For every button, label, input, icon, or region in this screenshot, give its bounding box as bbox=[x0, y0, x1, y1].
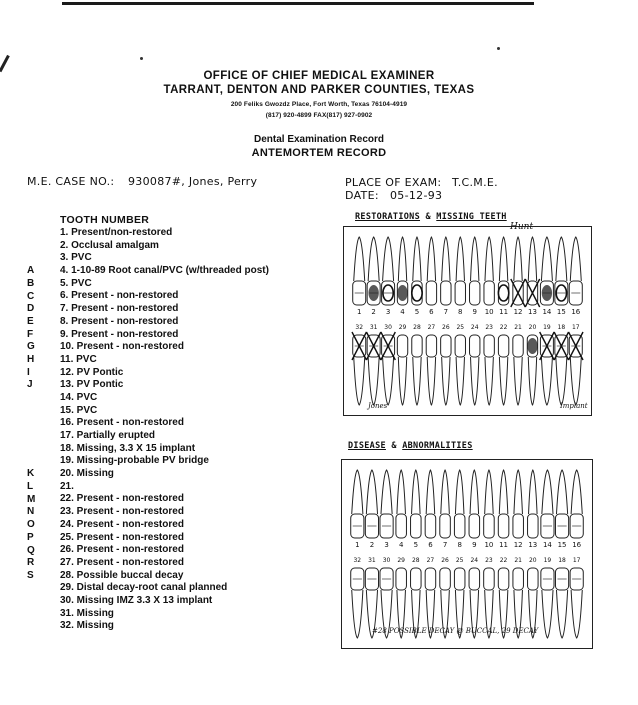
upper-tooth-crown bbox=[528, 514, 539, 538]
disease-chart bbox=[341, 459, 593, 649]
upper-tooth-root bbox=[397, 470, 406, 514]
restoration-mark bbox=[542, 285, 552, 301]
lower-tooth-number: 19 bbox=[543, 324, 551, 331]
upper-tooth-root bbox=[441, 470, 450, 514]
tooth-letter: I bbox=[27, 366, 30, 378]
tooth-entry: 7. Present - non-restored bbox=[60, 303, 179, 315]
restoration-outline bbox=[498, 285, 508, 301]
upper-tooth-root bbox=[366, 470, 377, 514]
lower-tooth-root bbox=[354, 357, 365, 405]
upper-tooth-root bbox=[413, 237, 421, 281]
chart1-ampersand: & bbox=[425, 212, 431, 222]
tooth-letter: O bbox=[27, 519, 35, 531]
upper-tooth-root bbox=[426, 470, 435, 514]
tooth-entry: 16. Present - non-restored bbox=[60, 417, 184, 429]
lower-tooth-crown bbox=[412, 335, 422, 357]
upper-tooth-number: 2 bbox=[369, 541, 375, 549]
lower-tooth-number: 20 bbox=[528, 557, 537, 564]
upper-tooth-root bbox=[514, 470, 523, 514]
tooth-entry: 25. Present - non-restored bbox=[60, 531, 184, 543]
lower-tooth-crown bbox=[498, 335, 508, 357]
chart2-title bbox=[348, 441, 473, 451]
upper-tooth-crown bbox=[484, 281, 494, 305]
missing-x-mark bbox=[569, 332, 583, 360]
tooth-entry: 30. Missing IMZ 3.3 X 13 implant bbox=[60, 594, 213, 606]
tooth-letter: P bbox=[27, 531, 34, 543]
chart1-title-a: RESTORATIONS bbox=[355, 212, 421, 222]
chart1-annotation-top: Hunt bbox=[510, 222, 534, 232]
tooth-entry: 2. Occlusal amalgam bbox=[60, 239, 159, 251]
office-title: OFFICE OF CHIEF MEDICAL EXAMINER bbox=[203, 70, 435, 82]
tooth-entry: 8. Present - non-restored bbox=[60, 315, 179, 327]
chart2-title-b: ABNORMALITIES bbox=[402, 441, 473, 451]
upper-tooth-number: 11 bbox=[499, 541, 509, 549]
chart2-note: #28 POSSIBLE DECAY @ BUCCAL, 29 DECAY bbox=[372, 627, 539, 635]
lower-tooth-root bbox=[499, 357, 507, 405]
upper-tooth-root bbox=[427, 237, 435, 281]
tooth-entry: 29. Distal decay-root canal planned bbox=[60, 582, 228, 594]
upper-tooth-number: 5 bbox=[413, 541, 419, 549]
lower-tooth-number: 28 bbox=[411, 557, 420, 564]
upper-tooth-root bbox=[398, 237, 406, 281]
tooth-entry: 4. 1-10-89 Root canal/PVC (w/threaded post) bbox=[60, 265, 269, 277]
upper-tooth-number: 8 bbox=[458, 308, 463, 316]
lower-tooth-number: 24 bbox=[470, 557, 479, 564]
upper-tooth-root bbox=[470, 470, 479, 514]
lower-tooth-crown bbox=[513, 335, 523, 357]
upper-tooth-crown bbox=[440, 514, 451, 538]
tooth-letter: B bbox=[27, 277, 35, 289]
tooth-entry: 23. Present - non-restored bbox=[60, 506, 184, 518]
lower-tooth-number: 20 bbox=[528, 324, 537, 331]
upper-tooth-number: 4 bbox=[398, 541, 404, 549]
tooth-entry: 28. Possible buccal decay bbox=[60, 569, 184, 581]
missing-x-mark bbox=[366, 332, 380, 360]
lower-tooth-number: 31 bbox=[368, 557, 376, 564]
lower-tooth-root bbox=[456, 357, 464, 405]
tooth-letter: G bbox=[27, 341, 35, 353]
upper-tooth-crown bbox=[484, 514, 495, 538]
tooth-letter: J bbox=[27, 379, 33, 391]
upper-tooth-crown bbox=[425, 514, 436, 538]
tooth-letter: C bbox=[27, 290, 35, 302]
lower-tooth-number: 23 bbox=[485, 557, 493, 564]
upper-tooth-root bbox=[368, 237, 379, 281]
tooth-letter: K bbox=[27, 468, 35, 480]
upper-tooth-crown bbox=[454, 514, 465, 538]
lower-tooth-number: 18 bbox=[558, 557, 566, 564]
restorations-chart bbox=[343, 226, 592, 416]
upper-tooth-root bbox=[455, 470, 464, 514]
speck bbox=[140, 57, 143, 60]
tooth-entry: 22. Present - non-restored bbox=[60, 493, 184, 505]
upper-tooth-crown bbox=[498, 514, 509, 538]
lower-tooth-root bbox=[570, 357, 581, 405]
tooth-entry: 21. bbox=[60, 480, 74, 492]
lower-tooth-root bbox=[556, 357, 567, 405]
upper-tooth-crown bbox=[513, 514, 524, 538]
chart2-ampersand: & bbox=[391, 441, 397, 451]
lower-tooth-crown bbox=[396, 568, 407, 590]
upper-tooth-number: 3 bbox=[384, 541, 389, 549]
upper-tooth-number: 12 bbox=[513, 308, 523, 316]
upper-tooth-root bbox=[456, 237, 464, 281]
date-value: 05-12-93 bbox=[390, 189, 443, 202]
tooth-letter: E bbox=[27, 315, 34, 327]
lower-tooth-crown bbox=[455, 335, 465, 357]
tooth-letter: R bbox=[27, 557, 35, 569]
tooth-entry: 15. PVC bbox=[60, 404, 98, 416]
tooth-entry: 31. Missing bbox=[60, 607, 114, 619]
lower-tooth-crown bbox=[411, 568, 422, 590]
tooth-letter: Q bbox=[27, 544, 35, 556]
tooth-list bbox=[60, 227, 269, 633]
upper-tooth-root bbox=[556, 470, 567, 514]
lower-tooth-crown bbox=[528, 568, 539, 590]
lower-tooth-number: 30 bbox=[384, 324, 392, 331]
address: 200 Feliks Gwozdz Place, Fort Worth, Texas 76104-4919 bbox=[230, 101, 408, 108]
restoration-mark bbox=[527, 338, 537, 354]
lower-tooth-root bbox=[541, 357, 552, 405]
lower-tooth-number: 29 bbox=[397, 557, 406, 564]
tooth-letter: H bbox=[27, 354, 35, 365]
tooth-entry: 26. Present - non-restored bbox=[60, 544, 184, 556]
upper-tooth-number: 1 bbox=[355, 541, 360, 549]
tooth-letter: A bbox=[27, 265, 35, 277]
lower-tooth-root bbox=[514, 357, 522, 405]
upper-tooth-root bbox=[412, 470, 421, 514]
upper-tooth-root bbox=[570, 237, 581, 281]
tooth-entry: 1. Present/non-restored bbox=[60, 227, 173, 238]
lower-tooth-crown bbox=[440, 568, 451, 590]
lower-tooth-number: 17 bbox=[572, 557, 581, 564]
upper-tooth-number: 9 bbox=[472, 308, 477, 316]
lower-tooth-number: 22 bbox=[499, 324, 508, 331]
missing-x-mark bbox=[554, 332, 568, 360]
upper-tooth-root bbox=[471, 237, 479, 281]
chart1-annotation-left: Jones bbox=[368, 402, 388, 410]
upper-tooth-root bbox=[352, 470, 363, 514]
tooth-entry: 9. Present - non-restored bbox=[60, 328, 179, 340]
tooth-entry: 18. Missing, 3.3 X 15 implant bbox=[60, 442, 196, 454]
upper-tooth-number: 16 bbox=[571, 308, 581, 316]
upper-tooth-root bbox=[381, 470, 392, 514]
chart1-title bbox=[355, 212, 507, 222]
lower-tooth-crown bbox=[484, 335, 494, 357]
lower-tooth-number: 25 bbox=[455, 557, 464, 564]
lower-tooth-root bbox=[352, 590, 363, 638]
upper-tooth-root bbox=[499, 470, 508, 514]
upper-tooth-number: 5 bbox=[414, 308, 420, 316]
upper-tooth-number: 16 bbox=[572, 541, 582, 549]
phone-fax: (817) 920-4899 FAX(817) 927-0902 bbox=[265, 112, 373, 119]
case-value: 930087#, Jones, Perry bbox=[128, 175, 258, 188]
lower-tooth-number: 28 bbox=[413, 324, 421, 331]
lower-tooth-crown bbox=[513, 568, 524, 590]
upper-tooth-root bbox=[514, 237, 522, 281]
lower-tooth-root bbox=[471, 357, 479, 405]
tooth-letter: N bbox=[27, 506, 35, 518]
lower-tooth-crown bbox=[425, 568, 436, 590]
lower-tooth-number: 26 bbox=[442, 324, 450, 331]
tooth-entry: 11. PVC bbox=[60, 353, 97, 365]
upper-tooth-root bbox=[541, 237, 552, 281]
upper-tooth-root bbox=[442, 237, 450, 281]
upper-tooth-number: 13 bbox=[528, 308, 537, 316]
lower-tooth-number: 29 bbox=[398, 324, 407, 331]
restoration-mark bbox=[397, 285, 407, 301]
upper-tooth-number: 7 bbox=[443, 308, 449, 316]
tooth-entry: 6. Present - non-restored bbox=[60, 290, 179, 302]
record-type: Dental Examination Record bbox=[253, 134, 385, 145]
missing-x-mark bbox=[381, 332, 395, 360]
lower-tooth-root bbox=[413, 357, 421, 405]
lower-tooth-crown bbox=[469, 568, 480, 590]
upper-tooth-number: 10 bbox=[484, 308, 494, 316]
upper-tooth-number: 2 bbox=[371, 308, 376, 316]
lower-tooth-number: 32 bbox=[355, 324, 364, 331]
tooth-number-header: TOOTH NUMBER bbox=[60, 214, 150, 226]
tooth-entry: 32. Missing bbox=[60, 620, 114, 632]
tooth-entry: 14. PVC bbox=[60, 391, 98, 403]
tooth-entry: 3. PVC bbox=[60, 252, 92, 264]
upper-tooth-root bbox=[485, 237, 493, 281]
upper-tooth-crown bbox=[426, 281, 436, 305]
lower-tooth-number: 27 bbox=[426, 557, 435, 564]
restoration-outline bbox=[412, 285, 422, 301]
tooth-entry: 24. Present - non-restored bbox=[60, 518, 184, 530]
upper-tooth-number: 15 bbox=[556, 308, 566, 316]
tooth-entry: 19. Missing-probable PV bridge bbox=[60, 455, 209, 467]
upper-tooth-number: 8 bbox=[457, 541, 462, 549]
lower-tooth-number: 18 bbox=[557, 324, 566, 331]
lower-tooth-crown bbox=[441, 335, 451, 357]
lower-tooth-root bbox=[398, 357, 406, 405]
upper-tooth-number: 14 bbox=[542, 308, 552, 316]
tooth-entry: 12. PV Pontic bbox=[60, 366, 124, 378]
lower-tooth-number: 17 bbox=[571, 324, 580, 331]
upper-tooth-root bbox=[499, 237, 507, 281]
upper-tooth-number: 10 bbox=[484, 541, 494, 549]
upper-tooth-number: 9 bbox=[472, 541, 477, 549]
upper-tooth-root bbox=[529, 470, 538, 514]
lower-tooth-crown bbox=[498, 568, 509, 590]
chart1-title-b: MISSING TEETH bbox=[436, 212, 507, 222]
upper-tooth-number: 4 bbox=[400, 308, 405, 316]
missing-x-mark bbox=[352, 332, 366, 360]
lower-tooth-number: 32 bbox=[353, 557, 362, 564]
upper-tooth-root bbox=[354, 237, 365, 281]
upper-tooth-number: 14 bbox=[542, 541, 552, 549]
lower-tooth-crown bbox=[484, 568, 495, 590]
upper-tooth-root bbox=[485, 470, 494, 514]
lower-tooth-number: 30 bbox=[382, 557, 391, 564]
lower-tooth-root bbox=[427, 357, 435, 405]
upper-tooth-crown bbox=[470, 281, 480, 305]
tooth-entry: 17. Partially erupted bbox=[60, 430, 156, 441]
case-label: M.E. CASE NO.: bbox=[27, 175, 115, 188]
tooth-entry: 27. Present - non-restored bbox=[60, 556, 184, 568]
counties-title: TARRANT, DENTON AND PARKER COUNTIES, TEXAS bbox=[163, 84, 475, 96]
tooth-letter: F bbox=[27, 328, 34, 340]
upper-tooth-crown bbox=[455, 281, 465, 305]
upper-tooth-number: 3 bbox=[385, 308, 391, 316]
disease-teeth-diagram bbox=[342, 460, 592, 648]
lower-tooth-number: 19 bbox=[543, 557, 552, 564]
lower-tooth-root bbox=[442, 357, 450, 405]
upper-tooth-root bbox=[542, 470, 553, 514]
restorations-teeth-diagram bbox=[344, 227, 591, 415]
lower-tooth-root bbox=[542, 590, 553, 638]
upper-tooth-crown bbox=[411, 514, 422, 538]
lower-tooth-number: 27 bbox=[427, 324, 436, 331]
lower-tooth-crown bbox=[454, 568, 465, 590]
tooth-entry: 13. PV Pontic bbox=[60, 379, 124, 391]
lower-tooth-number: 22 bbox=[499, 557, 508, 564]
chart1-annotation-right: Implant bbox=[560, 402, 588, 410]
upper-tooth-number: 11 bbox=[499, 308, 509, 316]
upper-tooth-root bbox=[383, 237, 394, 281]
upper-tooth-number: 13 bbox=[528, 541, 538, 549]
upper-tooth-root bbox=[571, 470, 582, 514]
date-label: DATE: bbox=[345, 189, 379, 202]
restoration-mark bbox=[368, 285, 378, 301]
upper-tooth-number: 1 bbox=[356, 308, 362, 316]
tooth-letter: L bbox=[27, 481, 34, 492]
lower-tooth-number: 24 bbox=[470, 324, 479, 331]
tooth-letter: M bbox=[27, 493, 36, 505]
upper-tooth-number: 6 bbox=[428, 541, 433, 549]
lower-tooth-number: 23 bbox=[485, 324, 493, 331]
lower-tooth-root bbox=[528, 357, 536, 405]
lower-tooth-root bbox=[383, 357, 394, 405]
chart2-title-a: DISEASE bbox=[348, 441, 386, 451]
tooth-entry: 20. Missing bbox=[60, 468, 114, 480]
lower-tooth-number: 25 bbox=[456, 324, 465, 331]
lower-tooth-root bbox=[368, 357, 379, 405]
place-label: PLACE OF EXAM: bbox=[345, 176, 442, 189]
upper-tooth-root bbox=[556, 237, 567, 281]
upper-tooth-crown bbox=[441, 281, 451, 305]
lower-tooth-root bbox=[556, 590, 567, 638]
lower-tooth-number: 31 bbox=[369, 324, 378, 331]
upper-tooth-number: 15 bbox=[557, 541, 567, 549]
upper-tooth-number: 7 bbox=[442, 541, 448, 549]
tooth-letter: S bbox=[27, 569, 34, 581]
tooth-letter: D bbox=[27, 303, 35, 315]
upper-tooth-crown bbox=[396, 514, 407, 538]
missing-x-mark bbox=[540, 332, 554, 360]
lower-tooth-crown bbox=[397, 335, 407, 357]
lower-tooth-number: 21 bbox=[514, 557, 523, 564]
upper-tooth-crown bbox=[469, 514, 480, 538]
place-value: T.C.M.E. bbox=[452, 176, 498, 189]
lower-tooth-number: 21 bbox=[514, 324, 522, 331]
speck bbox=[497, 47, 500, 50]
upper-tooth-number: 6 bbox=[429, 308, 434, 316]
lower-tooth-root bbox=[485, 357, 493, 405]
tooth-entry: 10. Present - non-restored bbox=[60, 341, 184, 353]
top-border-line bbox=[62, 2, 534, 5]
lower-tooth-number: 26 bbox=[441, 557, 449, 564]
record-subtype: ANTEMORTEM RECORD bbox=[251, 147, 387, 159]
upper-tooth-number: 12 bbox=[513, 541, 523, 549]
upper-tooth-root bbox=[528, 237, 536, 281]
lower-tooth-crown bbox=[470, 335, 480, 357]
lower-tooth-crown bbox=[426, 335, 436, 357]
lower-tooth-root bbox=[571, 590, 582, 638]
tooth-entry: 5. PVC bbox=[60, 277, 92, 289]
